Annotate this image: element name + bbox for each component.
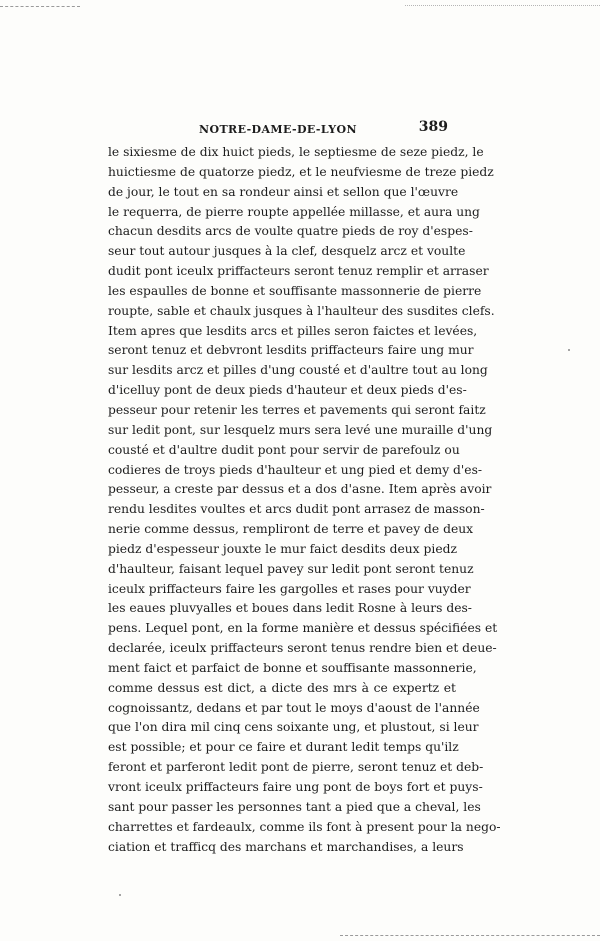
text-line: vront iceulx priffacteurs faire ung pont de boys fort et puys- — [108, 780, 483, 794]
running-title: NOTRE-DAME-DE-LYON — [199, 123, 357, 136]
text-line: d'haulteur, faisant lequel pavey sur ledit pont seront tenuz — [108, 561, 474, 576]
scan-edge-mark — [405, 5, 600, 7]
text-line: iceulx priffacteurs faire les gargolles et rases pour vuyder — [108, 581, 471, 596]
scan-edge-mark — [0, 6, 80, 8]
text-line: de jour, le tout en sa rondeur ainsi et sellon que l'œuvre — [108, 184, 459, 199]
text-line: sant pour passer les personnes tant a pied que a cheval, les — [108, 799, 481, 814]
text-line: pesseur pour retenir les terres et pavements qui seront faitz — [108, 402, 486, 417]
text-line: chacun desdits arcs de voulte quatre pieds de roy d'espes- — [108, 224, 473, 239]
text-line: les espaulles de bonne et souffisante massonnerie de pierre — [108, 283, 482, 298]
text-line: le sixiesme de dix huict pieds, le septiesme de seze piedz, le — [108, 145, 484, 159]
scan-speck — [568, 349, 570, 351]
text-line: cognoissantz, dedans et par tout le moys d'aoust de l'année — [108, 700, 480, 715]
text-line: sur ledit pont, sur lesquelz murs sera levé une muraille d'ung — [108, 422, 493, 437]
text-line: seur tout autour jusques à la clef, desquelz arcz et voulte — [108, 244, 466, 259]
text-line: declarée, iceulx priffacteurs seront tenus rendre bien et deue- — [108, 641, 497, 656]
text-line: huictiesme de quatorze piedz, et le neufviesme de treze piedz — [108, 164, 494, 179]
text-line: le requerra, de pierre roupte appellée millasse, et aura ung — [108, 204, 480, 219]
text-line: ciation et trafficq des marchans et marchandises, a leurs — [108, 839, 464, 854]
page-number: 389 — [418, 119, 448, 135]
page-header — [108, 119, 448, 139]
text-line: sur lesdits arcz et pilles d'ung cousté et d'aultre tout au long — [108, 363, 488, 378]
scan-speck — [119, 894, 121, 896]
text-line: feront et parferont ledit pont de pierre, seront tenuz et deb- — [108, 760, 484, 775]
text-line: nerie comme dessus, rempliront de terre et pavey de deux — [108, 522, 474, 537]
text-line: roupte, sable et chaulx jusques à l'haulteur des susdites clefs. — [108, 303, 495, 318]
text-line: d'icelluy pont de deux pieds d'hauteur et deux pieds d'es- — [108, 383, 467, 398]
text-line: piedz d'espesseur jouxte le mur faict desdits deux piedz — [108, 541, 457, 556]
text-line: pesseur, a creste par dessus et a dos d'asne. Item après avoir — [108, 482, 492, 497]
text-line: que l'on dira mil cinq cens soixante ung, et plustout, si leur — [108, 720, 479, 735]
text-line: est possible; et pour ce faire et durant ledit temps qu'ilz — [108, 740, 459, 755]
text-line: Item apres que lesdits arcs et pilles seron faictes et levées, — [108, 323, 478, 338]
text-line: charrettes et fardeaulx, comme ils font à present pour la nego- — [108, 819, 501, 834]
text-line: ment faict et parfaict de bonne et souffisante massonnerie, — [108, 660, 477, 675]
text-line: dudit pont iceulx priffacteurs seront tenuz remplir et arraser — [108, 264, 489, 279]
text-line: seront tenuz et debvront lesdits priffacteurs faire ung mur — [108, 343, 474, 358]
scan-edge-mark — [340, 935, 600, 937]
text-line: rendu lesdites voultes et arcs dudit pont arrasez de masson- — [108, 502, 485, 517]
text-line: cousté et d'aultre dudit pont pour servir de parefoulz ou — [108, 442, 460, 457]
text-line: codieres de troys pieds d'haulteur et ung pied et demy d'es- — [108, 462, 483, 477]
text-line: comme dessus est dict, a dicte des mrs à ce expertz et — [108, 680, 456, 695]
body-text — [108, 143, 501, 857]
text-line: pens. Lequel pont, en la forme manière et dessus spécifiées et — [108, 621, 498, 636]
text-line: les eaues pluvyalles et boues dans ledit Rosne à leurs des- — [108, 601, 472, 616]
